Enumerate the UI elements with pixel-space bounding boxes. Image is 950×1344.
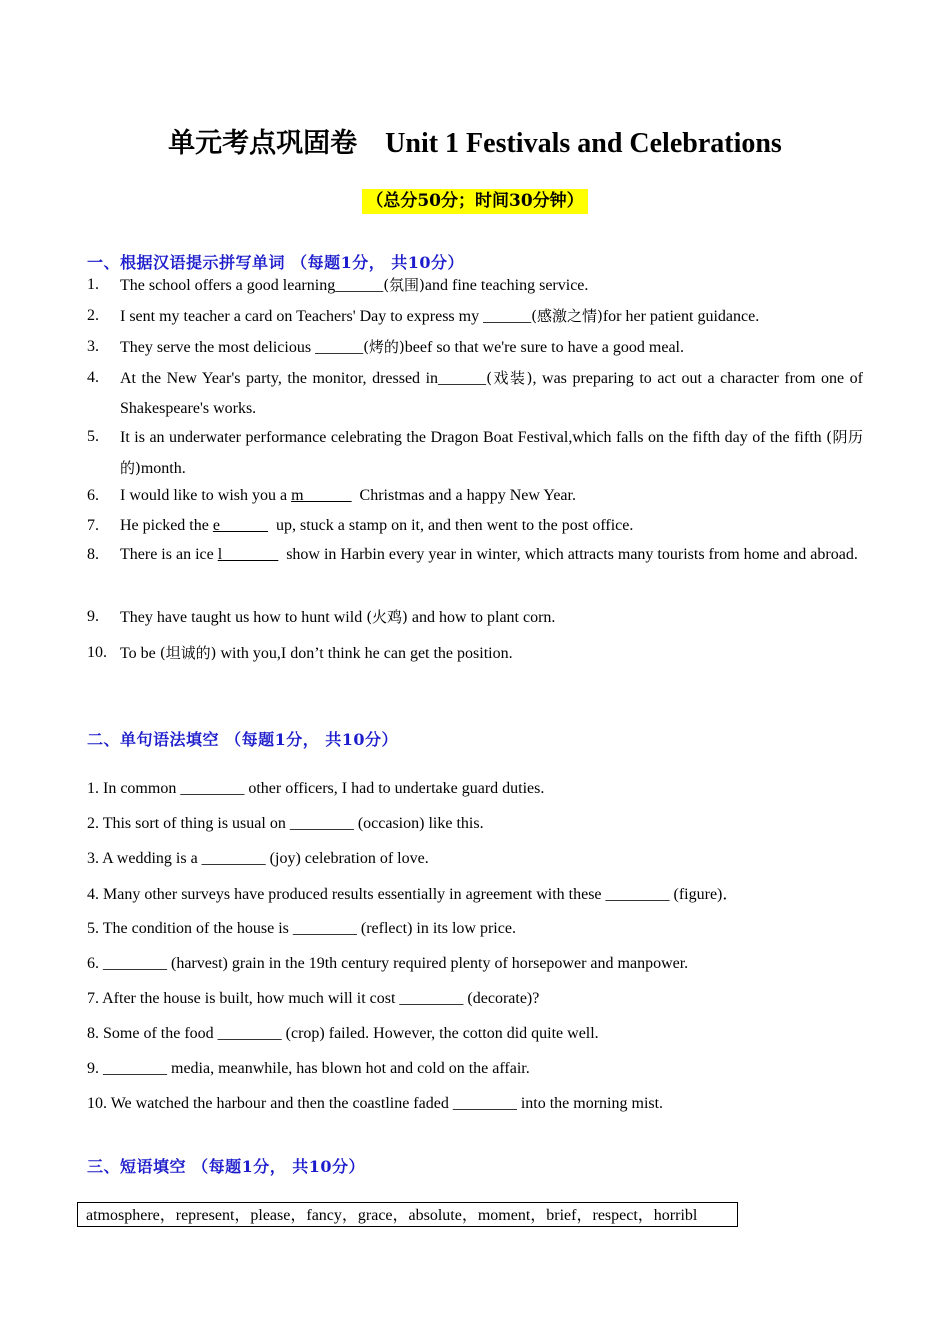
list-item: 1. The school offers a good learning______(氛围)and fine teaching service. — [87, 276, 589, 294]
list-item: 5. It is an underwater performance celebrating the Dragon Boat Festival,which falls on the fifth day of the fifth (阴历的)month. — [87, 428, 863, 477]
list-item: 8. Some of the food ________ (crop) failed. However, the cotton did quite well. — [87, 1025, 599, 1042]
list-item: 3. A wedding is a ________ (joy) celebration of love. — [87, 850, 429, 867]
section3-heading: 三、短语填空 （每题1分， 共10分） — [87, 1157, 366, 1176]
list-item: 3. They serve the most delicious ______(烤的)beef so that we're sure to have a good meal. — [87, 338, 684, 356]
list-item: 8. There is an ice l_______ show in Harbin every year in winter, which attracts many tourists from home and abroad. — [87, 546, 858, 563]
score-time-note: （总分50分；时间30分钟） — [362, 189, 587, 214]
list-item: 1. In common ________ other officers, I had to undertake guard duties. — [87, 780, 545, 797]
title-english: Unit 1 Festivals and Celebrations — [385, 128, 782, 159]
word-bank-box: atmosphere，represent，please，fancy，grace，absolute，moment，brief，respect，horribl — [77, 1202, 738, 1227]
list-item: 6. ________ (harvest) grain in the 19th century required plenty of horsepower and manpower. — [87, 955, 689, 972]
title-chinese: 单元考点巩固卷 — [168, 128, 358, 159]
list-item: 10. We watched the harbour and then the coastline faded ________ into the morning mist. — [87, 1095, 664, 1112]
list-item: 9. ________ media, meanwhile, has blown hot and cold on the affair. — [87, 1060, 530, 1077]
section1-heading: 一、根据汉语提示拼写单词 （每题1分， 共10分） — [87, 253, 465, 272]
list-item: 5. The condition of the house is ________ (reflect) in its low price. — [87, 920, 516, 937]
list-item: 7. After the house is built, how much will it cost ________ (decorate)? — [87, 990, 540, 1007]
list-item: 9. They have taught us how to hunt wild (火鸡) and how to plant corn. — [87, 608, 556, 626]
list-item: 2. I sent my teacher a card on Teachers' Day to express my ______(感激之情)for her patient guidance. — [87, 307, 760, 325]
list-item: 4. Many other surveys have produced results essentially in agreement with these ________ (figure)． — [87, 886, 739, 903]
list-item: 2. This sort of thing is usual on ________ (occasion) like this. — [87, 815, 484, 832]
page-title — [0, 121, 950, 160]
list-item: 4. At the New Year's party, the monitor, dressed in______(戏装), was preparing to act out a character from one of Shakespeare's works. — [87, 369, 864, 417]
list-item: 7. He picked the e______ up, stuck a stamp on it, and then went to the post office. — [87, 517, 634, 534]
section2-heading: 二、单句语法填空 （每题1分， 共10分） — [87, 730, 399, 749]
list-item: 6. I would like to wish you a m______ Christmas and a happy New Year. — [87, 487, 576, 504]
list-item: 10. To be (坦诚的) with you,I don’t think he can get the position. — [87, 644, 513, 662]
